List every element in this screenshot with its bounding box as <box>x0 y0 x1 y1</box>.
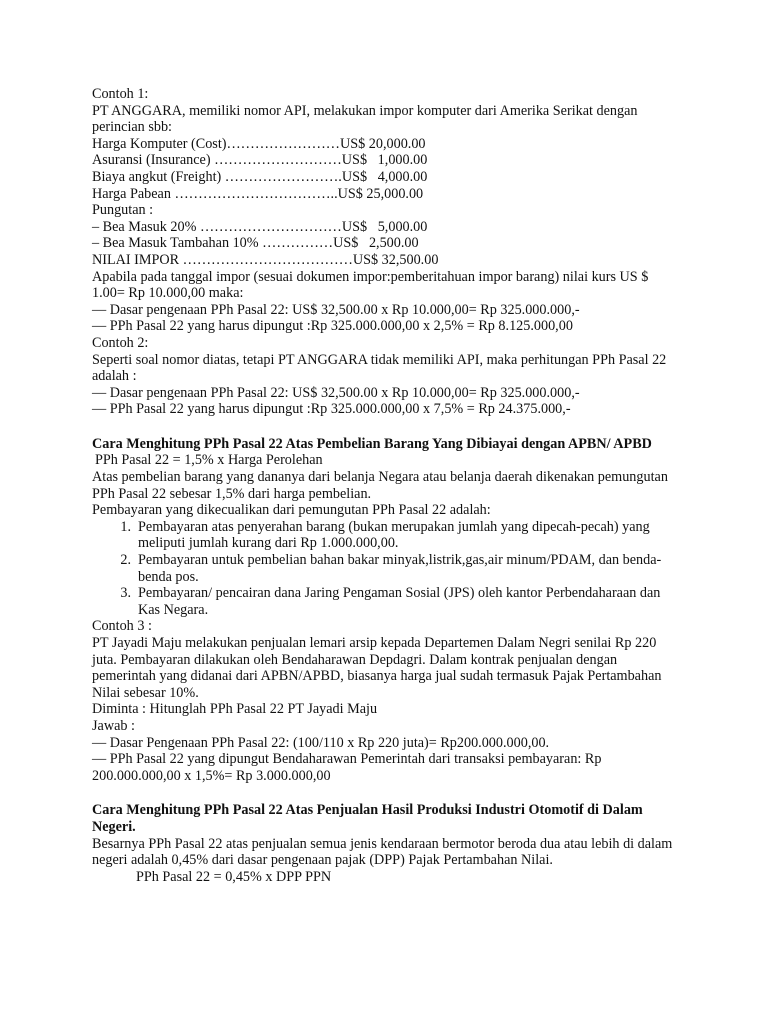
contoh2-intro: Seperti soal nomor diatas, tetapi PT ANGGARA tidak memiliki API, maka perhitungan PPh Pasal 22 adalah : <box>92 351 667 385</box>
list-text: Pembayaran atas penyerahan barang (bukan merupakan jumlah yang dipecah-pecah) yang meliputi jumlah kurang dari Rp 1.000.000,00. <box>138 518 650 552</box>
section2-heading: Cara Menghitung PPh Pasal 22 Atas Penjualan Hasil Produksi Industri Otomotif di Dalam Negeri. <box>92 802 643 835</box>
list-number: 2. <box>120 552 131 569</box>
contoh1-intro: PT ANGGARA, memiliki nomor API, melakukan impor komputer dari Amerika Serikat dengan perincian sbb: <box>92 102 638 136</box>
contoh1-kurs: Apabila pada tanggal impor (sesuai dokumen impor:pemberitahuan impor barang) nilai kurs US $ 1.00= Rp 10.000,00 maka: <box>92 268 649 302</box>
section2-formula: PPh Pasal 22 = 0,45% x DPP PPN <box>136 868 332 885</box>
contoh1-row: Harga Komputer (Cost)……………………US$ 20,000.00 <box>92 135 426 152</box>
contoh3-diminta: Diminta : Hitunglah PPh Pasal 22 PT Jayadi Maju <box>92 701 378 718</box>
list-number: 3. <box>120 585 131 602</box>
section2-paragraph: Besarnya PPh Pasal 22 atas penjualan semua jenis kendaraan bermotor beroda dua atau lebih di dalam negeri adalah 0,45% dari dasar pengenaan pajak (DPP) Pajak Pertambahan Nilai. <box>92 835 673 869</box>
contoh2-calc: — Dasar pengenaan PPh Pasal 22: US$ 32,500.00 x Rp 10.000,00= Rp 325.000.000,- <box>92 384 580 401</box>
contoh2-calc: — PPh Pasal 22 yang harus dipungut :Rp 325.000.000,00 x 7,5% = Rp 24.375.000,- <box>92 401 571 418</box>
contoh3-jawab: Jawab : <box>92 717 135 734</box>
contoh1-row: Biaya angkut (Freight) …………………….US$ 4,000.00 <box>92 168 428 185</box>
contoh3-intro: PT Jayadi Maju melakukan penjualan lemari arsip kepada Departemen Dalam Negri senilai Rp 220 juta. Pembayaran dilakukan oleh Bendaharawan Depdagri. Dalam kontrak penjualan dengan pemerintah yang didanai dari APBN/APBD, biasanya harga jual sudah termasuk Pajak Pertambahan Nilai sebesar 10%. <box>92 635 662 701</box>
contoh1-title: Contoh 1: <box>92 86 149 102</box>
section1-formula: PPh Pasal 22 = 1,5% x Harga Perolehan <box>95 452 323 469</box>
contoh3-title: Contoh 3 : <box>92 618 152 635</box>
contoh1-row: Asuransi (Insurance) ………………………US$ 1,000.00 <box>92 152 428 169</box>
list-number: 1. <box>120 518 131 535</box>
contoh1-calc: — Dasar pengenaan PPh Pasal 22: US$ 32,500.00 x Rp 10.000,00= Rp 325.000.000,- <box>92 301 580 318</box>
section1-paragraph: Atas pembelian barang yang dananya dari belanja Negara atau belanja daerah dikenakan pemungutan PPh Pasal 22 sebesar 1,5% dari harga pembelian. <box>92 469 668 502</box>
section1-heading: Cara Menghitung PPh Pasal 22 Atas Pembelian Barang Yang Dibiayai dengan APBN/ APBD <box>92 435 652 452</box>
contoh1-row: NILAI IMPOR ………………………………US$ 32,500.00 <box>92 251 439 268</box>
contoh1-calc: — PPh Pasal 22 yang harus dipungut :Rp 325.000.000,00 x 2,5% = Rp 8.125.000,00 <box>92 318 573 335</box>
contoh1-row: Harga Pabean ……………………………..US$ 25,000.00 <box>92 185 424 202</box>
exceptions-list <box>92 519 680 619</box>
section1-exceptions-intro: Pembayaran yang dikecualikan dari pemungutan PPh Pasal 22 adalah: <box>92 502 491 519</box>
contoh3-calc: — PPh Pasal 22 yang dipungut Bendaharawan Pemerintah dari transaksi pembayaran: Rp 200.000.000,00 x 1,5%= Rp 3.000.000,00 <box>92 751 602 784</box>
list-text: Pembayaran untuk pembelian bahan bakar minyak,listrik,gas,air minum/PDAM, dan benda-benda pos. <box>138 552 662 585</box>
list-item <box>92 585 680 618</box>
list-item <box>92 552 680 585</box>
contoh3-calc: — Dasar Pengenaan PPh Pasal 22: (100/110 x Rp 220 juta)= Rp200.000.000,00. <box>92 734 550 751</box>
contoh2-title: Contoh 2: <box>92 334 149 351</box>
list-item <box>92 519 680 552</box>
contoh1-row: – Bea Masuk 20% …………………………US$ 5,000.00 <box>92 218 428 235</box>
contoh1-row: Pungutan : <box>92 202 154 219</box>
spacer <box>92 784 680 802</box>
list-text: Pembayaran/ pencairan dana Jaring Pengaman Sosial (JPS) oleh kantor Perbendaharaan dan Kas Negara. <box>138 585 661 618</box>
spacer <box>92 418 680 436</box>
contoh1-row: – Bea Masuk Tambahan 10% ……………US$ 2,500.00 <box>92 235 419 252</box>
